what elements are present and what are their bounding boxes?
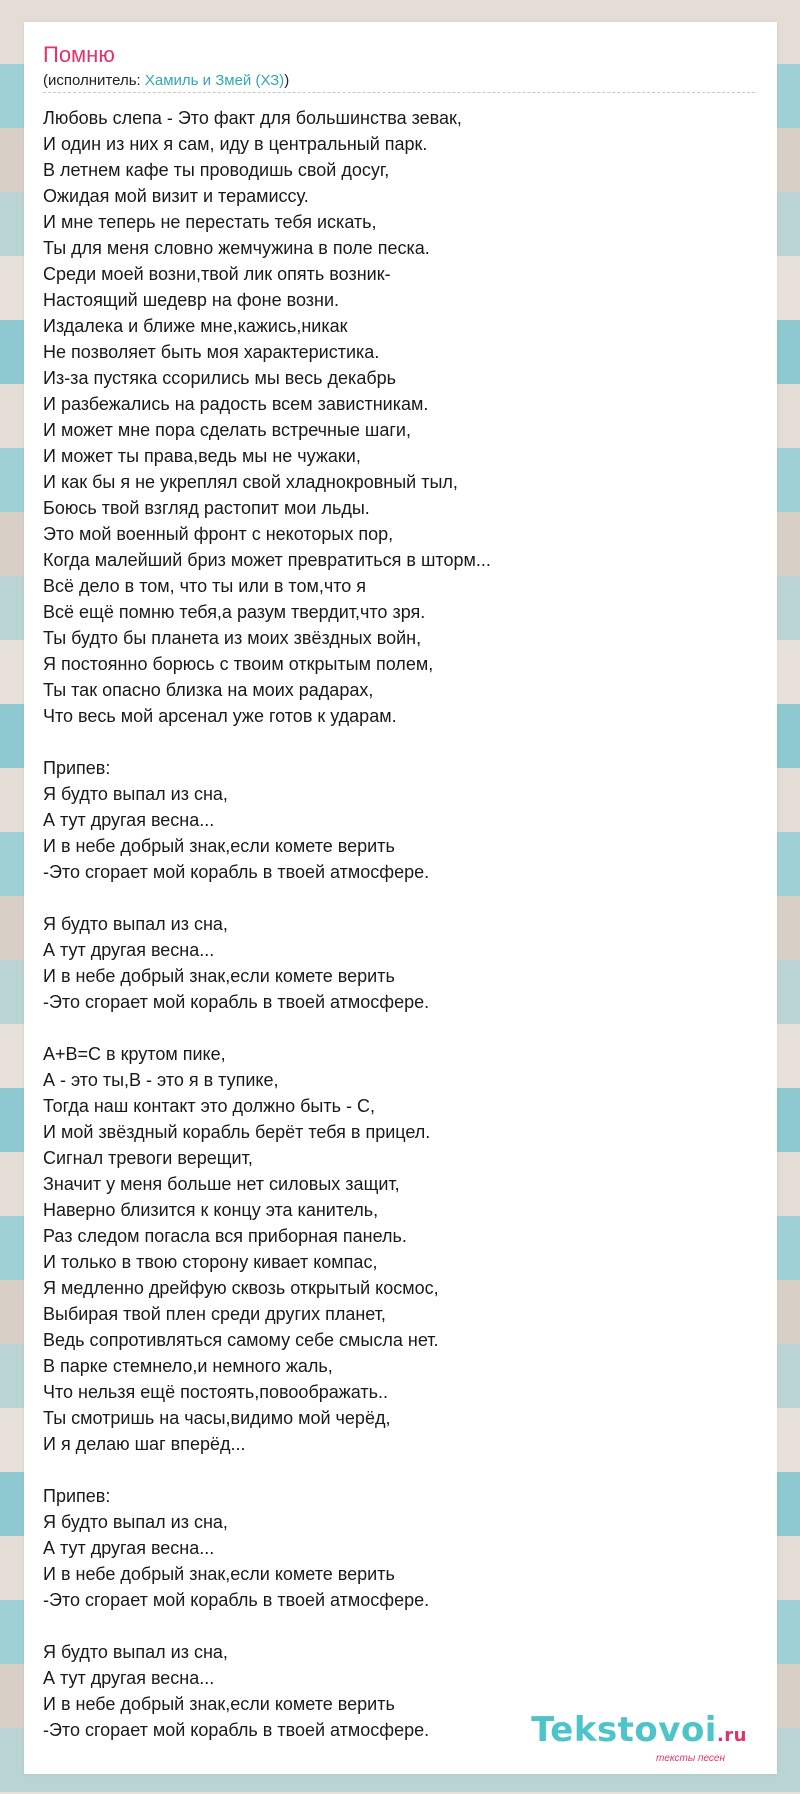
lyric-line: Я постоянно борюсь с твоим открытым полем,: [43, 654, 434, 674]
divider: [43, 92, 755, 93]
lyric-line: А тут другая весна...: [43, 940, 215, 960]
song-title: Помню: [43, 42, 115, 67]
lyric-line: -Это сгорает мой корабль в твоей атмосфере.: [43, 992, 430, 1012]
lyric-line: И в небе добрый знак,если комете верить: [43, 836, 395, 856]
lyric-line: Значит у меня больше нет силовых защит,: [43, 1174, 400, 1194]
artist-prefix: (исполнитель:: [43, 72, 145, 89]
lyric-line: A+B=C в крутом пике,: [43, 1044, 226, 1064]
lyric-line: Выбирая твой плен среди других планет,: [43, 1304, 386, 1324]
lyrics-text: [43, 105, 763, 1743]
lyric-line: А - это ты,В - это я в тупике,: [43, 1070, 279, 1090]
artist-line: [43, 72, 289, 90]
lyric-line: -Это сгорает мой корабль в твоей атмосфере.: [43, 1720, 430, 1740]
lyric-line: Среди моей возни,твой лик опять возник-: [43, 264, 391, 284]
lyric-line: [43, 1015, 763, 1041]
lyric-line: И я делаю шаг вперёд...: [43, 1434, 246, 1454]
lyric-line: Тогда наш контакт это должно быть - С,: [43, 1096, 375, 1116]
lyric-line: Когда малейший бриз может превратиться в шторм...: [43, 550, 491, 570]
artist-link[interactable]: Хамиль и Змей (ХЗ): [144, 72, 285, 89]
lyric-line: Ты будто бы планета из моих звёздных войн,: [43, 628, 422, 648]
lyric-line: И разбежались на радость всем завистникам.: [43, 394, 429, 414]
lyric-line: Любовь слепа - Это факт для большинства зевак,: [43, 108, 462, 128]
lyric-line: Я будто выпал из сна,: [43, 1642, 228, 1662]
lyric-line: Из-за пустяка ссорились мы весь декабрь: [43, 368, 397, 388]
lyric-line: А тут другая весна...: [43, 1538, 215, 1558]
lyric-line: Припев:: [43, 758, 111, 778]
lyric-line: И мой звёздный корабль берёт тебя в прицел.: [43, 1122, 431, 1142]
lyric-line: А тут другая весна...: [43, 1668, 215, 1688]
lyric-line: Не позволяет быть моя характеристика.: [43, 342, 380, 362]
lyric-line: Ведь сопротивляться самому себе смысла нет.: [43, 1330, 439, 1350]
lyric-line: Издалека и ближе мне,кажись,никак: [43, 316, 348, 336]
lyric-line: [43, 1613, 763, 1639]
lyric-line: Что нельзя ещё постоять,повоображать..: [43, 1382, 389, 1402]
lyric-line: Я будто выпал из сна,: [43, 784, 228, 804]
lyric-line: И только в твою сторону кивает компас,: [43, 1252, 378, 1272]
lyric-line: А тут другая весна...: [43, 810, 215, 830]
lyric-line: И один из них я сам, иду в центральный парк.: [43, 134, 428, 154]
lyric-line: Ожидая мой визит и терамиссу.: [43, 186, 309, 206]
lyric-line: И как бы я не укреплял свой хладнокровный тыл,: [43, 472, 458, 492]
lyric-line: Я будто выпал из сна,: [43, 914, 228, 934]
lyric-line: И в небе добрый знак,если комете верить: [43, 1564, 395, 1584]
lyric-line: -Это сгорает мой корабль в твоей атмосфере.: [43, 862, 430, 882]
lyric-line: Всё дело в том, что ты или в том,что я: [43, 576, 367, 596]
logo-text: Tekstovoi: [531, 1710, 717, 1750]
lyric-line: Наверно близится к концу эта канитель,: [43, 1200, 379, 1220]
lyric-line: Боюсь твой взгляд растопит мои льды.: [43, 498, 370, 518]
lyric-line: Всё ещё помню тебя,а разум твердит,что зря.: [43, 602, 426, 622]
lyric-line: [43, 885, 763, 911]
lyric-line: И может мне пора сделать встречные шаги,: [43, 420, 411, 440]
logo-tagline: тексты песен: [656, 1753, 725, 1764]
lyric-line: В летнем кафе ты проводишь свой досуг,: [43, 160, 390, 180]
lyric-line: И в небе добрый знак,если комете верить: [43, 1694, 395, 1714]
lyric-line: Ты для меня словно жемчужина в поле песка.: [43, 238, 430, 258]
lyric-line: Раз следом погасла вся приборная панель.: [43, 1226, 407, 1246]
lyric-line: [43, 1457, 763, 1483]
lyric-line: Я медленно дрейфую сквозь открытый космос,: [43, 1278, 439, 1298]
lyrics-card: [24, 22, 777, 1774]
lyric-line: И может ты права,ведь мы не чужаки,: [43, 446, 361, 466]
lyric-line: Что весь мой арсенал уже готов к ударам.: [43, 706, 397, 726]
lyric-line: Ты смотришь на часы,видимо мой черёд,: [43, 1408, 391, 1428]
lyric-line: Настоящий шедевр на фоне возни.: [43, 290, 340, 310]
lyric-line: Сигнал тревоги верещит,: [43, 1148, 253, 1168]
logo-tld: .ru: [716, 1725, 747, 1746]
lyric-line: И в небе добрый знак,если комете верить: [43, 966, 395, 986]
lyric-line: -Это сгорает мой корабль в твоей атмосфере.: [43, 1590, 430, 1610]
artist-suffix: ): [284, 72, 290, 89]
site-logo[interactable]: [531, 1712, 747, 1764]
lyric-line: И мне теперь не перестать тебя искать,: [43, 212, 377, 232]
lyric-line: В парке стемнело,и немного жаль,: [43, 1356, 333, 1376]
lyric-line: [43, 729, 763, 755]
lyric-line: Припев:: [43, 1486, 111, 1506]
lyric-line: Это мой военный фронт с некоторых пор,: [43, 524, 394, 544]
lyric-line: Я будто выпал из сна,: [43, 1512, 228, 1532]
lyric-line: Ты так опасно близка на моих радарах,: [43, 680, 374, 700]
